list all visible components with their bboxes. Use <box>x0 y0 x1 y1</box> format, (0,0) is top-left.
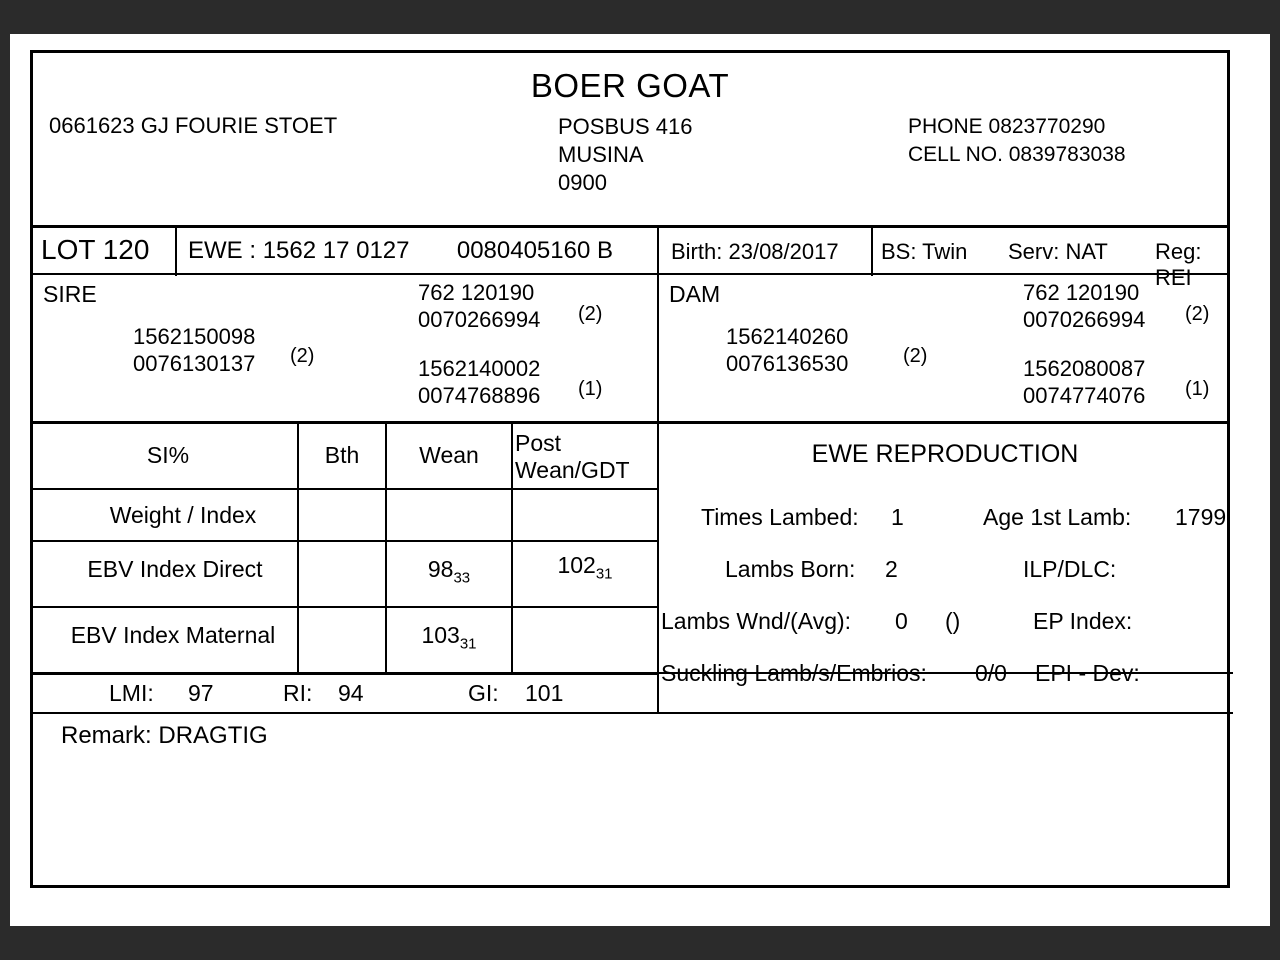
animal-registration-number: 0080405160 B <box>456 237 613 264</box>
sire-sire-identification <box>418 279 540 333</box>
dam-id-line-2: 0076136530 <box>726 351 849 376</box>
address-line-3: 0900 <box>558 170 607 195</box>
lot-number: LOT 120 <box>41 234 150 265</box>
column-header-post-wean <box>515 430 655 484</box>
performance-block <box>33 421 1227 749</box>
lot-divider-3 <box>871 228 873 276</box>
dam-sire-identification <box>1023 279 1145 333</box>
epi-dev-label: EPI - Dev: <box>1035 660 1140 686</box>
remark-separator <box>33 712 1233 714</box>
value-ebv-direct-wean-main: 98 <box>427 556 454 582</box>
remark-value: DRAGTIG <box>158 722 268 749</box>
row-label-ebv-index-maternal: EBV Index Maternal <box>70 622 276 648</box>
value-ebv-direct-wean <box>387 556 511 587</box>
age-first-lamb-label: Age 1st Lamb: <box>983 504 1132 530</box>
sire-sire-line-1: 762 120190 <box>418 280 535 305</box>
reproduction-title: EWE REPRODUCTION <box>811 440 1079 468</box>
gi-value: 101 <box>525 680 564 706</box>
sire-dam-identification <box>418 355 540 409</box>
dam-sire-line-2: 0070266994 <box>1023 307 1146 332</box>
sire-progeny-count: (2) <box>290 345 315 367</box>
address-line-1: POSBUS 416 <box>558 114 693 139</box>
table-line-h3 <box>33 606 657 608</box>
column-header-si: SI% <box>146 442 190 468</box>
dam-identification <box>726 323 848 377</box>
lot-row <box>33 225 1227 290</box>
remark-field <box>61 722 268 750</box>
pedigree-divider <box>657 275 659 423</box>
service-type: Serv: NAT <box>1008 239 1108 264</box>
value-ebv-direct-post-accuracy: 31 <box>595 565 613 583</box>
dam-dam-identification <box>1023 355 1145 409</box>
value-ebv-maternal-wean-main: 103 <box>421 622 460 648</box>
lambs-born-label: Lambs Born: <box>725 556 856 582</box>
dam-id-line-1: 1562140260 <box>726 324 849 349</box>
value-ebv-maternal-wean <box>387 622 511 653</box>
table-line-h4 <box>33 672 657 675</box>
animal-id: 1562 17 0127 <box>262 237 410 264</box>
remark-label: Remark: <box>61 722 152 749</box>
value-ebv-direct-post-wean <box>513 552 657 583</box>
registration-status: Reg: REI <box>1155 239 1202 290</box>
table-line-h2 <box>33 540 657 542</box>
value-ebv-direct-post-main: 102 <box>557 552 596 578</box>
ri-value: 94 <box>338 680 364 706</box>
breeder-address <box>558 113 693 197</box>
birth-date: 23/08/2017 <box>728 239 839 264</box>
dam-sire-progeny-count: (2) <box>1185 303 1210 325</box>
lambs-weaned-label: Lambs Wnd/(Avg): <box>661 608 852 634</box>
lot-divider-2 <box>657 228 659 276</box>
lmi-value: 97 <box>188 680 214 706</box>
page-title: BOER GOAT <box>530 67 730 104</box>
row-label-weight-index: Weight / Index <box>109 502 257 528</box>
suckling-label: Suckling Lamb/s/Embrios: <box>661 660 927 686</box>
left-letterbox-bar <box>0 34 10 926</box>
suckling-value: 0/0 <box>975 660 1007 686</box>
table-line-v3 <box>511 424 513 672</box>
birth-status: BS: Twin <box>881 239 968 264</box>
ilp-dlc-label: ILP/DLC: <box>1023 556 1117 582</box>
dam-progeny-count: (2) <box>903 345 928 367</box>
sire-dam-line-2: 0074768896 <box>418 383 541 408</box>
contact-phone: PHONE 0823770290 <box>908 115 1106 138</box>
column-header-post-wean-line-1: Post <box>515 430 562 456</box>
dam-dam-line-2: 0074774076 <box>1023 383 1146 408</box>
ri-label: RI: <box>283 680 313 706</box>
breeder-name: 0661623 GJ FOURIE STOET <box>49 113 338 138</box>
sire-dam-progeny-count: (1) <box>578 378 603 400</box>
lambs-weaned-value: 0 <box>895 608 908 634</box>
times-lambed-label: Times Lambed: <box>701 504 859 530</box>
sire-sire-line-2: 0070266994 <box>418 307 541 332</box>
pedigree-block <box>33 273 1227 421</box>
bottom-letterbox-bar <box>0 926 1280 960</box>
sire-sire-progeny-count: (2) <box>578 303 603 325</box>
dam-dam-progeny-count: (1) <box>1185 378 1210 400</box>
sire-identification <box>133 323 255 377</box>
lambs-weaned-average: () <box>945 608 961 634</box>
dam-dam-line-1: 1562080087 <box>1023 356 1146 381</box>
gi-label: GI: <box>468 680 499 706</box>
dam-label: DAM <box>669 281 721 307</box>
column-header-post-wean-line-2: Wean/GDT <box>515 457 630 483</box>
breeder-contact <box>908 113 1126 169</box>
animal-record-card <box>30 50 1230 888</box>
times-lambed-value: 1 <box>891 504 904 530</box>
birth-field <box>671 239 839 265</box>
age-first-lamb-value: 1799 <box>1175 504 1227 530</box>
ep-index-label: EP Index: <box>1033 608 1133 634</box>
lmi-label: LMI: <box>109 680 154 706</box>
address-line-2: MUSINA <box>558 142 644 167</box>
column-header-wean: Wean <box>419 442 479 468</box>
sire-id-line-2: 0076130137 <box>133 351 256 376</box>
animal-identification <box>188 237 613 265</box>
sire-label: SIRE <box>43 281 97 307</box>
value-ebv-maternal-wean-accuracy: 31 <box>459 635 477 653</box>
dam-sire-line-1: 762 120190 <box>1023 280 1140 305</box>
sire-id-line-1: 1562150098 <box>133 324 256 349</box>
birth-label: Birth: <box>671 239 723 264</box>
row-label-ebv-index-direct: EBV Index Direct <box>87 556 263 582</box>
lambs-born-value: 2 <box>885 556 898 582</box>
animal-sex-label: EWE : <box>188 237 257 264</box>
lot-divider-1 <box>175 228 177 276</box>
value-ebv-direct-wean-accuracy: 33 <box>453 569 471 587</box>
sire-dam-line-1: 1562140002 <box>418 356 541 381</box>
top-letterbox-bar <box>0 0 1280 34</box>
column-header-bth: Bth <box>324 442 360 468</box>
table-line-h1 <box>33 488 657 490</box>
right-letterbox-bar <box>1270 34 1280 926</box>
contact-cell: CELL NO. 0839783038 <box>908 143 1126 166</box>
header-block <box>33 105 1227 225</box>
